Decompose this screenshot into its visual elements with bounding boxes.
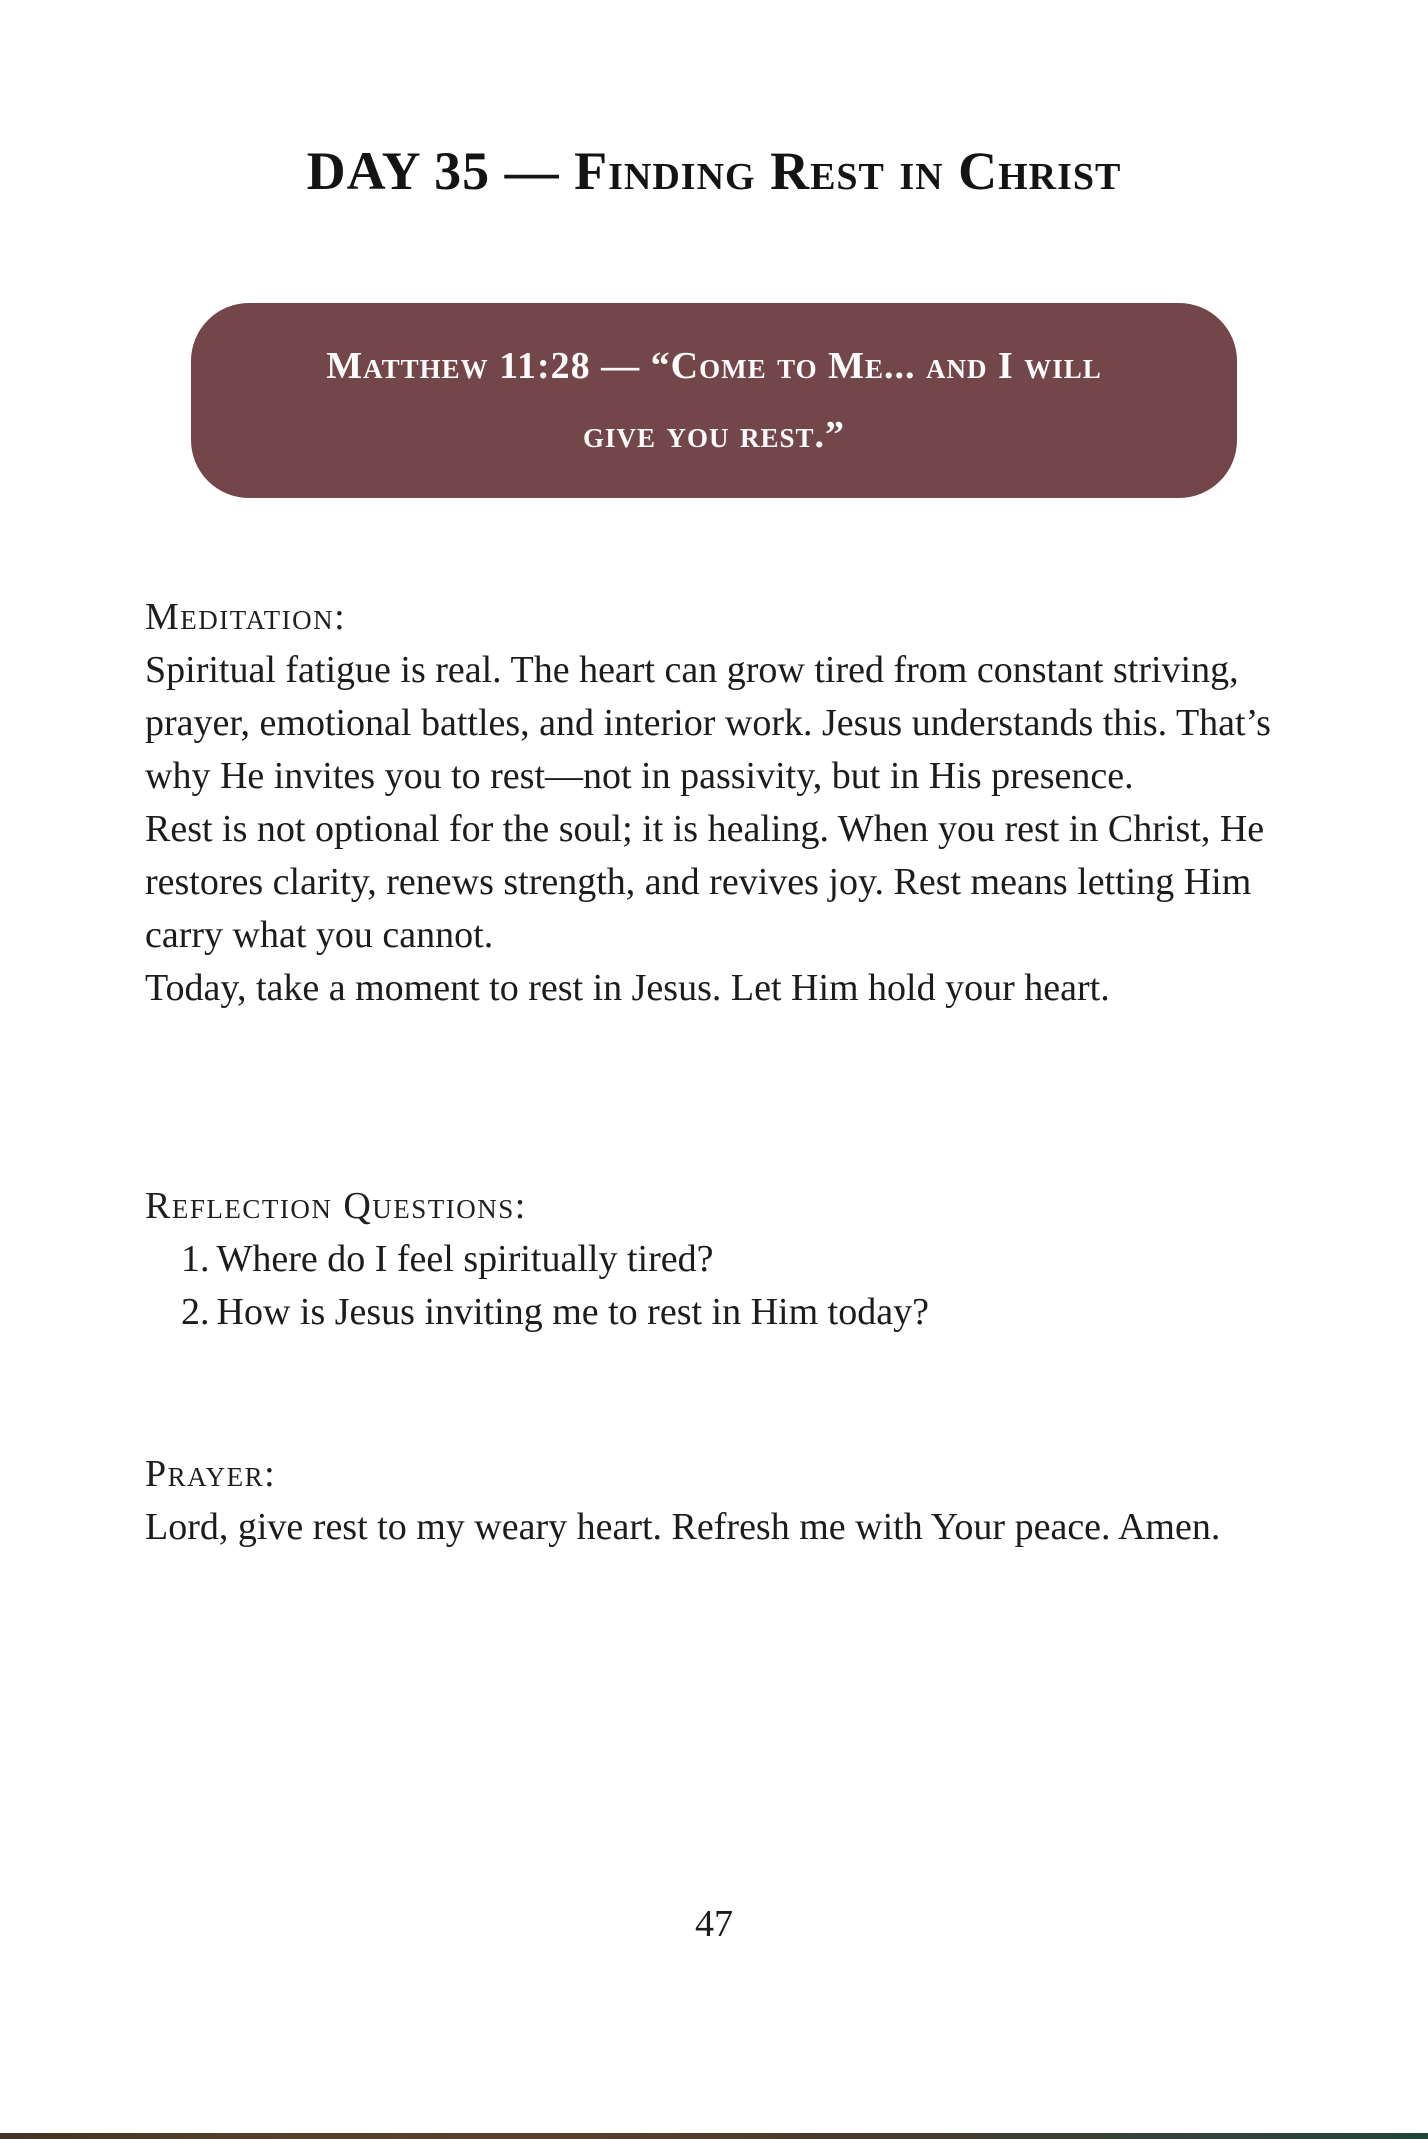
page-number: 47 [695,1903,733,1945]
meditation-heading: Meditation: [145,596,347,638]
meditation-line: carry what you cannot. [145,914,494,956]
page-title: DAY 35 — Finding Rest in Christ [306,141,1122,201]
meditation-line: why He invites you to rest—not in passivity, but in His presence. [145,755,1134,797]
prayer-section [145,1448,1295,1554]
reflection-questions-heading: Reflection Questions: [145,1185,527,1227]
meditation-line: Today, take a moment to rest in Jesus. Let Him hold your heart. [145,967,1110,1009]
prayer-heading: Prayer: [145,1453,277,1495]
meditation-line: Spiritual fatigue is real. The heart can grow tired from constant striving, [145,649,1239,691]
question-number: 2. [181,1291,210,1333]
scripture-line: give you rest.” [582,413,846,456]
meditation-line: restores clarity, renews strength, and revives joy. Rest means letting Him [145,861,1252,903]
meditation-line: Rest is not optional for the soul; it is healing. When you rest in Christ, He [145,808,1265,850]
reflection-questions-section [145,1180,1295,1339]
page-body [145,591,1295,1554]
bottom-divider [0,2133,1428,2139]
question-text: Where do I feel spiritually tired? [216,1238,714,1280]
reflection-question-1 [145,1233,1295,1286]
scripture-quote-box [191,303,1237,498]
question-text: How is Jesus inviting me to rest in Him today? [216,1291,929,1333]
prayer-text: Lord, give rest to my weary heart. Refresh me with Your peace. Amen. [145,1506,1221,1548]
reflection-question-2 [145,1286,1295,1339]
meditation-line: prayer, emotional battles, and interior work. Jesus understands this. That’s [145,702,1271,744]
scripture-line: Matthew 11:28 — “Come to Me... and I will [326,344,1102,387]
question-number: 1. [181,1238,210,1280]
meditation-section [145,591,1295,1015]
